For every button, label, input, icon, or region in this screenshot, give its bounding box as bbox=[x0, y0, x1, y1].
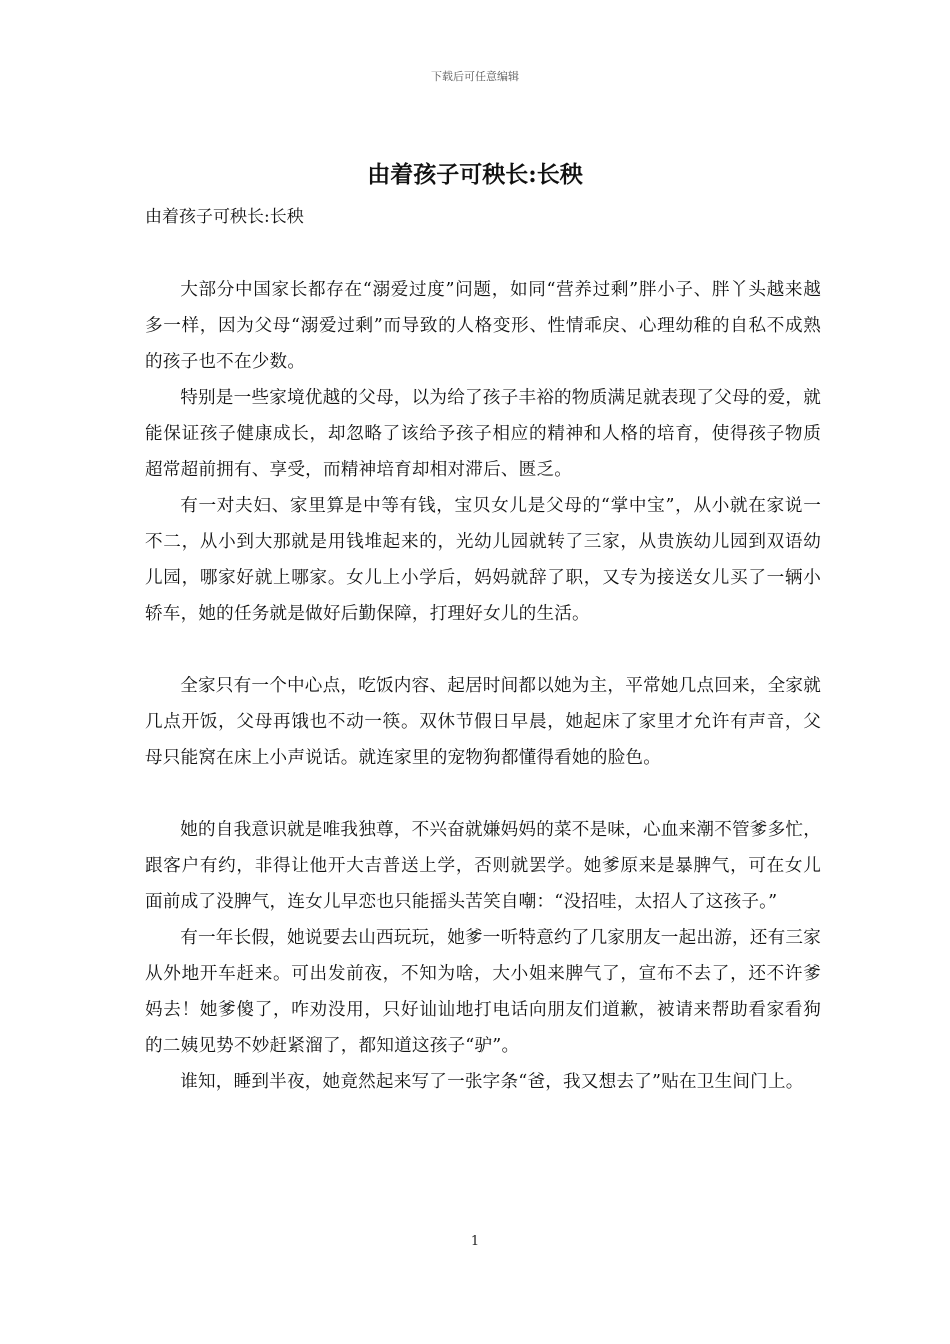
document-subtitle: 由着孩子可秧长:长秧 bbox=[145, 207, 304, 227]
page-number: 1 bbox=[470, 1234, 480, 1249]
paragraph: 有一年长假，她说要去山西玩玩，她爹一听特意约了几家朋友一起出游，还有三家从外地开车赶来。可出发前夜，不知为啥，大小姐来脾气了，宣布不去了，还不许爹妈去！她爹傻了，咋劝没用，只好讪讪地打电话向朋友们道歉，被请来帮助看家看狗的二姨见势不妙赶紧溜了，都知道这孩子“驴”。 bbox=[145, 928, 821, 1056]
paragraph: 大部分中国家长都存在“溺爱过度”问题，如同“营养过剩”胖小子、胖丫头越来越多一样，因为父母“溺爱过剩”而导致的人格变形、性情乖戾、心理幼稚的自私不成熟的孩子也不在少数。 bbox=[145, 280, 821, 372]
document-body bbox=[145, 272, 821, 1100]
paragraph: 特别是一些家境优越的父母，以为给了孩子丰裕的物质满足就表现了父母的爱，就能保证孩子健康成长，却忽略了该给予孩子相应的精神和人格的培育，使得孩子物质超常超前拥有、享受，而精神培育却相对滞后、匮乏。 bbox=[145, 388, 821, 480]
paragraph: 全家只有一个中心点，吃饭内容、起居时间都以她为主，平常她几点回来，全家就几点开饭，父母再饿也不动一筷。双休节假日早晨，她起床了家里才允许有声音，父母只能窝在床上小声说话。就连家里的宠物狗都懂得看她的脸色。 bbox=[145, 676, 821, 768]
paragraph: 她的自我意识就是唯我独尊，不兴奋就嫌妈妈的菜不是味，心血来潮不管爹多忙，跟客户有约，非得让他开大吉普送上学，否则就罢学。她爹原来是暴脾气，可在女儿面前成了没脾气，连女儿早恋也只能摇头苦笑自嘲：“没招哇，太招人了这孩子。” bbox=[145, 820, 821, 912]
header-note: 下载后可任意编辑 bbox=[431, 70, 519, 83]
paragraph: 有一对夫妇、家里算是中等有钱，宝贝女儿是父母的“掌中宝”，从小就在家说一不二，从小到大那就是用钱堆起来的，光幼儿园就转了三家，从贵族幼儿园到双语幼儿园，哪家好就上哪家。女儿上小学后，妈妈就辞了职，又专为接送女儿买了一辆小轿车，她的任务就是做好后勤保障，打理好女儿的生活。 bbox=[145, 496, 821, 624]
document-title: 由着孩子可秧长:长秧 bbox=[367, 161, 583, 188]
paragraph: 谁知，睡到半夜，她竟然起来写了一张字条“爸，我又想去了”贴在卫生间门上。 bbox=[180, 1072, 804, 1092]
